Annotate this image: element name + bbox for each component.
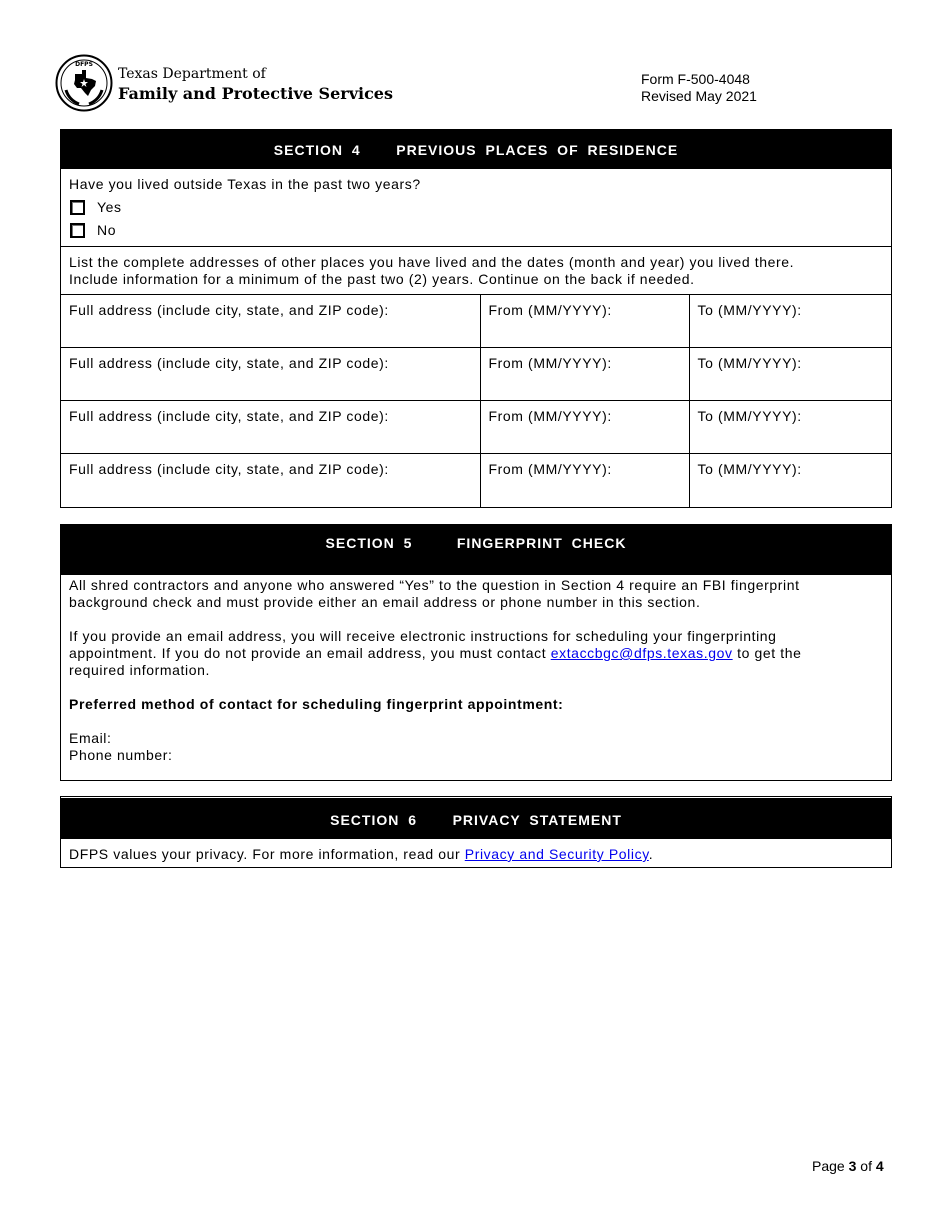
page-number: Page 3 of 4 xyxy=(812,1158,884,1174)
option-no[interactable]: No xyxy=(61,219,891,242)
residence-question: Have you lived outside Texas in the past two years? xyxy=(69,176,421,192)
page-header xyxy=(55,54,895,114)
table-row xyxy=(61,295,891,348)
section-5-title: SECTION 5 FINGERPRINT CHECK xyxy=(61,525,891,575)
address-field[interactable]: Full address (include city, state, and ZIP code): xyxy=(61,401,480,454)
address-field[interactable]: Full address (include city, state, and ZIP code): xyxy=(61,295,480,348)
table-row xyxy=(61,401,891,454)
privacy-statement: DFPS values your privacy. For more information, read our Privacy and Security Policy. xyxy=(69,846,654,862)
section-5-fingerprint xyxy=(60,524,892,781)
fingerprint-paragraph-1: All shred contractors and anyone who answered “Yes” to the question in Section 4 require an FBI fingerprint background check and must provide either an email address or phone number in this section. xyxy=(69,577,800,610)
table-row xyxy=(61,348,891,401)
from-date-field[interactable]: From (MM/YYYY): xyxy=(480,295,689,348)
fingerprint-paragraph-2: If you provide an email address, you will receive electronic instructions for scheduling your fingerprinting appointment. If you do not provide an email address, you must contact extaccbgc@dfps.texas.gov to get the required information. xyxy=(69,628,802,678)
to-date-field[interactable]: To (MM/YYYY): xyxy=(689,401,891,454)
revised-date: Revised May 2021 xyxy=(641,88,757,104)
checkbox-yes[interactable] xyxy=(70,200,85,215)
residence-instructions: List the complete addresses of other places you have lived and the dates (month and year) you lived there. Include information for a minimum of the past two (2) years. Continue on the back if needed. xyxy=(61,246,891,294)
section-4-title: SECTION 4 PREVIOUS PLACES OF RESIDENCE xyxy=(61,130,891,169)
checkbox-no[interactable] xyxy=(70,223,85,238)
privacy-policy-link[interactable]: Privacy and Security Policy xyxy=(464,846,649,862)
section-4-residence xyxy=(60,129,892,508)
address-field[interactable]: Full address (include city, state, and ZIP code): xyxy=(61,348,480,401)
from-date-field[interactable]: From (MM/YYYY): xyxy=(480,401,689,454)
address-field[interactable]: Full address (include city, state, and ZIP code): xyxy=(61,454,480,507)
to-date-field[interactable]: To (MM/YYYY): xyxy=(689,454,891,507)
to-date-field[interactable]: To (MM/YYYY): xyxy=(689,295,891,348)
preferred-contact-heading: Preferred method of contact for scheduling fingerprint appointment: xyxy=(69,696,564,712)
form-identifier xyxy=(641,71,757,105)
phone-number-field[interactable]: Phone number: xyxy=(69,747,173,763)
to-date-field[interactable]: To (MM/YYYY): xyxy=(689,348,891,401)
contact-email-link[interactable]: extaccbgc@dfps.texas.gov xyxy=(550,645,733,661)
section-6-privacy xyxy=(60,796,892,868)
email-field[interactable]: Email: xyxy=(69,730,112,746)
agency-name: Texas Department of Family and Protective Services xyxy=(118,66,393,103)
residence-table xyxy=(61,294,891,507)
option-yes[interactable]: Yes xyxy=(61,196,891,219)
section-6-title: SECTION 6 PRIVACY STATEMENT xyxy=(61,797,891,839)
form-number: Form F-500-4048 xyxy=(641,71,750,87)
svg-text:DFPS: DFPS xyxy=(75,61,93,68)
from-date-field[interactable]: From (MM/YYYY): xyxy=(480,454,689,507)
from-date-field[interactable]: From (MM/YYYY): xyxy=(480,348,689,401)
dfps-seal-logo xyxy=(55,54,113,112)
table-row xyxy=(61,454,891,507)
